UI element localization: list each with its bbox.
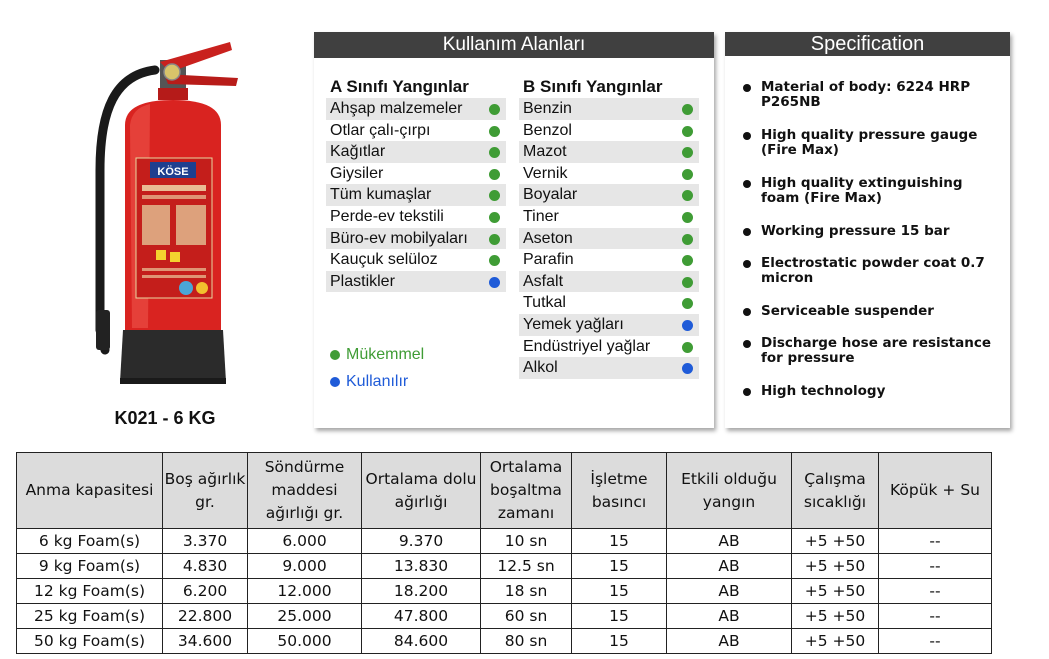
- table-header-cell: Anma kapasitesi: [17, 453, 163, 529]
- green-dot-icon: [489, 190, 500, 201]
- green-dot-icon: [682, 277, 693, 288]
- table-cell: 15: [572, 554, 667, 579]
- table-cell: 18 sn: [481, 579, 572, 604]
- usage-panel: [314, 32, 714, 428]
- table-cell: 3.370: [163, 529, 248, 554]
- table-cell: 13.830: [362, 554, 481, 579]
- table-cell: AB: [667, 629, 792, 654]
- usage-list-item: [519, 271, 699, 293]
- spec-item: High quality pressure gauge (Fire Max): [741, 128, 1001, 158]
- table-cell: 22.800: [163, 604, 248, 629]
- table-cell: 12.5 sn: [481, 554, 572, 579]
- table-cell: --: [879, 529, 992, 554]
- usage-item-label: Tiner: [523, 207, 559, 225]
- usage-list-item: [326, 228, 506, 250]
- usage-list-item: [519, 206, 699, 228]
- green-dot-icon: [489, 234, 500, 245]
- table-cell: 60 sn: [481, 604, 572, 629]
- usage-list-item: [326, 120, 506, 142]
- table-cell: +5 +50: [792, 529, 879, 554]
- legend-usable-label: Kullanılır: [346, 373, 409, 390]
- usage-item-label: Alkol: [523, 359, 558, 377]
- table-header-cell: Ortalama dolu ağırlığı: [362, 453, 481, 529]
- usage-item-label: Plastikler: [330, 272, 395, 290]
- usage-item-label: Parafin: [523, 251, 574, 269]
- table-row: [17, 529, 992, 554]
- legend-usable: [330, 373, 408, 391]
- usage-item-label: Otlar çalı-çırpı: [330, 121, 431, 139]
- usage-item-label: Tutkal: [523, 294, 566, 312]
- legend-excellent: [330, 346, 424, 364]
- green-dot-icon: [682, 190, 693, 201]
- usage-list-item: [326, 249, 506, 271]
- usage-item-label: Vernik: [523, 164, 568, 182]
- usage-item-label: Kauçuk selüloz: [330, 251, 438, 269]
- table-cell: 25.000: [248, 604, 362, 629]
- usage-item-label: Perde-ev tekstili: [330, 207, 444, 225]
- spec-item: High quality extinguishing foam (Fire Max): [741, 176, 1001, 206]
- usage-item-label: Benzol: [523, 121, 572, 139]
- table-cell: --: [879, 579, 992, 604]
- green-dot-icon: [682, 212, 693, 223]
- spec-item: High technology: [741, 384, 1001, 399]
- table-cell: --: [879, 554, 992, 579]
- blue-dot-icon: [682, 320, 693, 331]
- table-cell: 6.200: [163, 579, 248, 604]
- green-dot-icon: [489, 147, 500, 158]
- green-dot-icon: [682, 104, 693, 115]
- table-row: [17, 579, 992, 604]
- usage-item-label: Büro-ev mobilyaları: [330, 229, 468, 247]
- usage-list-item: [519, 120, 699, 142]
- table-cell: --: [879, 604, 992, 629]
- green-dot-icon: [682, 342, 693, 353]
- usage-item-label: Yemek yağları: [523, 315, 624, 333]
- table-cell: AB: [667, 529, 792, 554]
- table-cell: AB: [667, 554, 792, 579]
- table-cell: +5 +50: [792, 554, 879, 579]
- table-cell: 47.800: [362, 604, 481, 629]
- usage-panel-title: Kullanım Alanları: [314, 32, 714, 58]
- table-row: [17, 554, 992, 579]
- spec-item: Material of body: 6224 HRP P265NB: [741, 80, 1001, 110]
- green-dot-icon: [489, 212, 500, 223]
- table-header-cell: Ortalama boşaltma zamanı: [481, 453, 572, 529]
- usage-list-item: [519, 163, 699, 185]
- specification-panel: [725, 32, 1010, 428]
- table-cell: +5 +50: [792, 629, 879, 654]
- spec-item: Electrostatic powder coat 0.7 micron: [741, 256, 1001, 286]
- green-dot-icon: [489, 169, 500, 180]
- usage-list-item: [519, 184, 699, 206]
- usage-item-label: Tüm kumaşlar: [330, 186, 432, 204]
- usage-list-item: [519, 228, 699, 250]
- table-cell: 15: [572, 629, 667, 654]
- table-cell: 15: [572, 604, 667, 629]
- table-cell: 34.600: [163, 629, 248, 654]
- table-row: [17, 629, 992, 654]
- usage-item-label: Endüstriyel yağlar: [523, 337, 651, 355]
- table-cell: 9 kg Foam(s): [17, 554, 163, 579]
- table-cell: 12 kg Foam(s): [17, 579, 163, 604]
- usage-list-item: [326, 141, 506, 163]
- fire-extinguisher-illustration: [60, 30, 260, 395]
- usage-item-label: Mazot: [523, 143, 567, 161]
- usage-list-item: [519, 98, 699, 120]
- table-cell: 80 sn: [481, 629, 572, 654]
- table-cell: +5 +50: [792, 604, 879, 629]
- spec-item: Serviceable suspender: [741, 304, 1001, 319]
- table-cell: 15: [572, 529, 667, 554]
- table-header-row: [17, 453, 992, 529]
- table-header-cell: Söndürme maddesi ağırlığı gr.: [248, 453, 362, 529]
- green-dot-icon: [682, 126, 693, 137]
- class-b-title: B Sınıfı Yangınlar: [523, 77, 663, 96]
- green-dot-icon: [330, 350, 340, 360]
- blue-dot-icon: [330, 377, 340, 387]
- usage-item-label: Benzin: [523, 100, 572, 117]
- class-a-column: [326, 76, 506, 292]
- usage-list-item: [326, 271, 506, 293]
- table-header-cell: Etkili olduğu yangın: [667, 453, 792, 529]
- green-dot-icon: [489, 104, 500, 115]
- table-cell: 15: [572, 579, 667, 604]
- specification-title: Specification: [725, 32, 1010, 56]
- table-header-cell: Çalışma sıcaklığı: [792, 453, 879, 529]
- blue-dot-icon: [682, 363, 693, 374]
- usage-item-label: Giysiler: [330, 164, 384, 182]
- table-cell: 6.000: [248, 529, 362, 554]
- table-header-cell: Boş ağırlık gr.: [163, 453, 248, 529]
- usage-list-item: [519, 249, 699, 271]
- usage-list-item: [326, 98, 506, 120]
- brand-logo: KÖSE: [157, 166, 189, 178]
- table-header-cell: İşletme basıncı: [572, 453, 667, 529]
- usage-list-item: [519, 357, 699, 379]
- capacity-table: [16, 452, 992, 654]
- table-cell: 25 kg Foam(s): [17, 604, 163, 629]
- table-cell: 18.200: [362, 579, 481, 604]
- table-cell: 9.000: [248, 554, 362, 579]
- usage-list-item: [519, 336, 699, 358]
- table-row: [17, 604, 992, 629]
- usage-item-label: Asfalt: [523, 272, 564, 290]
- spec-item: Discharge hose are resistance for pressure: [741, 336, 1001, 366]
- green-dot-icon: [682, 169, 693, 180]
- green-dot-icon: [682, 234, 693, 245]
- table-cell: 50.000: [248, 629, 362, 654]
- table-cell: 84.600: [362, 629, 481, 654]
- green-dot-icon: [682, 298, 693, 309]
- usage-item-label: Boyalar: [523, 186, 578, 204]
- spec-item: Working pressure 15 bar: [741, 224, 1001, 239]
- usage-list-item: [326, 206, 506, 228]
- usage-item-label: Kağıtlar: [330, 143, 386, 161]
- table-cell: 12.000: [248, 579, 362, 604]
- table-cell: 6 kg Foam(s): [17, 529, 163, 554]
- usage-list-item: [326, 163, 506, 185]
- blue-dot-icon: [489, 277, 500, 288]
- table-cell: 50 kg Foam(s): [17, 629, 163, 654]
- usage-list-item: [519, 141, 699, 163]
- table-cell: 10 sn: [481, 529, 572, 554]
- class-b-column: [519, 76, 699, 379]
- legend-excellent-label: Mükemmel: [346, 346, 425, 363]
- table-cell: 9.370: [362, 529, 481, 554]
- table-cell: +5 +50: [792, 579, 879, 604]
- class-a-title: A Sınıfı Yangınlar: [330, 77, 469, 96]
- green-dot-icon: [489, 126, 500, 137]
- usage-list-item: [326, 184, 506, 206]
- table-cell: AB: [667, 604, 792, 629]
- usage-item-label: Ahşap malzemeler: [330, 100, 463, 117]
- green-dot-icon: [682, 147, 693, 158]
- green-dot-icon: [489, 255, 500, 266]
- product-image: [60, 30, 260, 395]
- table-cell: 4.830: [163, 554, 248, 579]
- green-dot-icon: [682, 255, 693, 266]
- usage-list-item: [519, 314, 699, 336]
- table-header-cell: Köpük + Su: [879, 453, 992, 529]
- usage-item-label: Aseton: [523, 229, 573, 247]
- product-caption: K021 - 6 KG: [114, 408, 216, 428]
- usage-list-item: [519, 292, 699, 314]
- table-cell: AB: [667, 579, 792, 604]
- table-cell: --: [879, 629, 992, 654]
